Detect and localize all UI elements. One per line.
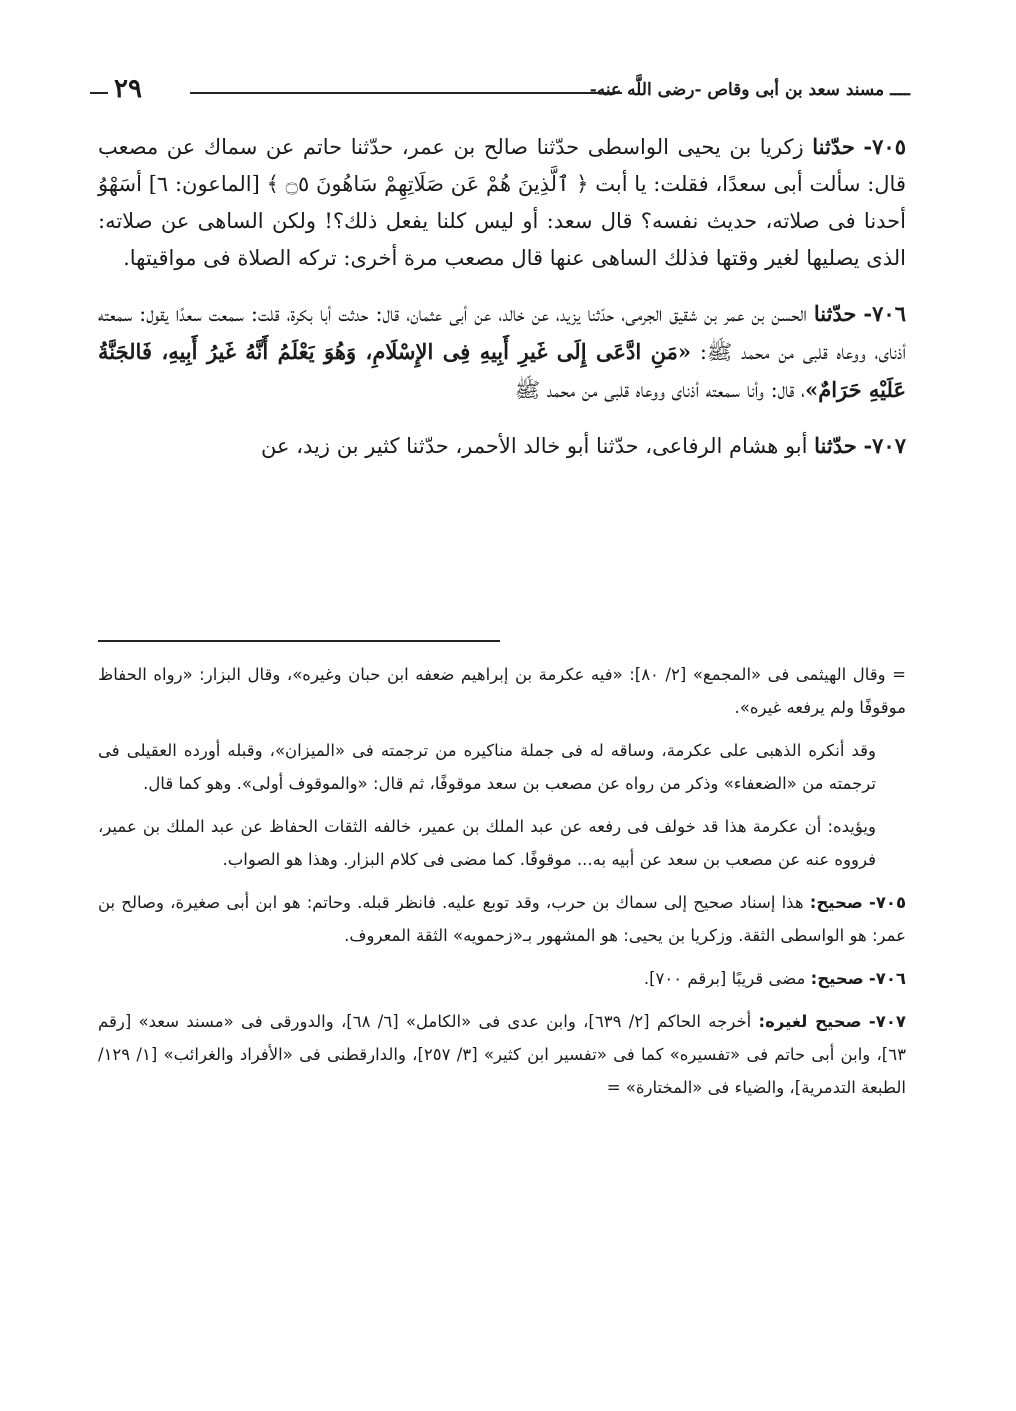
quran-verse: ﴿ ٱلَّذِينَ هُمْ عَن صَلَاتِهِمْ سَاهُونَ ۝٥ ﴾	[266, 172, 589, 196]
hadith-text-cont: ، قال: وأنا سمعته أذناى ووعاه قلبى من محمد ﷺ	[514, 378, 806, 402]
footnote-text: مضى قريبًا [برقم ٧٠٠].	[643, 969, 806, 988]
hadith-707	[98, 427, 906, 465]
footnote-text: هذا إسناد صحيح إلى سماك بن حرب، وقد توبع عليه. فانظر قبله. وحاتم: هو ابن أبى صغيرة، وصالح بن عمر: هو الواسطى الثقة. وزكريا بن يحيى: هو المشهور بـ«زحمويه» الثقة المعروف.	[98, 893, 906, 945]
footnote-number: ٧٠٦-	[868, 969, 906, 988]
footnote-706	[98, 962, 906, 995]
footnote-continued: = وقال الهيثمى فى «المجمع» [٢/ ٨٠]: «فيه عكرمة بن إبراهيم ضعفه ابن حبان وغيره»، وقال البزار: «رواه الحفاظ موقوفًا ولم يرفعه غيره».	[98, 665, 906, 717]
hadith-text: أبو هشام الرفاعى، حدّثنا أبو خالد الأحمر، حدّثنا كثير بن زيد، عن	[261, 434, 808, 458]
narration-word: حدّثنا	[813, 301, 857, 326]
narration-word: حدّثنا	[812, 134, 855, 159]
hadith-705	[98, 128, 906, 277]
footnote-number: ٧٠٧-	[868, 1012, 906, 1031]
prophetic-saying: «مَنِ ادَّعَى إِلَى غَيرِ أَبِيهِ فِى الإِسْلَامِ، وَهُوَ يَعْلَمُ أَنَّهُ غَيرُ أَبِيهِ، فَالجَنَّةُ عَلَيْهِ حَرَامٌ»	[98, 339, 906, 402]
running-title: ــــ مسند سعد بن أبى وقاص -رضى اللَّه عنه-	[589, 80, 910, 100]
footnote-paragraph: وقد أنكره الذهبى على عكرمة، وساقه له فى جملة مناكيره من ترجمته فى «الميزان»، وقبله أورده العقيلى فى ترجمته من «الضعفاء» وذكر من رواه عن مصعب بن سعد موقوفًا، ثم قال: «والموقوف أولى». وهو كما قال.	[98, 741, 876, 793]
hadith-number: ٧٠٥-	[863, 134, 906, 159]
hadith-text: الحسن بن عمر بن شقيق الجرمى، حدّثنا يزيد، عن خالد، عن أبى عثمان، قال: حدثت أبا بكرة، قلت: سمعت سعدًا يقول: سمعته أذناى، ووعاه قلبى من محمد ﷺ:	[98, 302, 906, 364]
footnote-705	[98, 886, 906, 952]
footnote-grade: صحيح:	[809, 893, 863, 912]
hadith-number: ٧٠٦-	[863, 301, 906, 326]
footnote-paragraph: ويؤيده: أن عكرمة هذا قد خولف فى رفعه عن عبد الملك بن عمير، خالفه الثقات الحفاظ عن عبد الملك بن عمير، فرووه عنه عن مصعب بن سعد عن أبيه به... موقوفًا. كما مضى فى كلام البزار. وهذا هو الصواب.	[98, 817, 876, 869]
narration-word: حدّثنا	[814, 433, 857, 458]
hadith-text: زكريا بن يحيى الواسطى حدّثنا صالح بن عمر، حدّثنا حاتم عن سماك عن مصعب قال: سألت أبى سعدًا، فقلت: يا أبت	[98, 135, 906, 196]
footnote-text: أخرجه الحاكم [٢/ ٦٣٩]، وابن عدى فى «الكامل» [٦/ ٦٨]، والدورقى فى «مسند سعد» [رقم ٦٣]، وابن أبى حاتم فى «تفسيره» كما فى «تفسير ابن كثير» [٣/ ٢٥٧]، والدارقطنى فى «الأفراد والغرائب» [١/ ١٢٩/ الطبعة التدمرية]، والضياء فى «المختارة» =	[98, 1012, 906, 1097]
page-number: ٢٩	[114, 74, 142, 104]
footnote-number: ٧٠٥-	[868, 893, 907, 912]
footnotes	[98, 658, 906, 1114]
main-text	[98, 128, 906, 483]
footnote-grade: صحيح لغيره:	[758, 1012, 862, 1031]
footnote-grade: صحيح:	[810, 969, 864, 988]
hadith-706	[98, 295, 906, 409]
footnote-707	[98, 1005, 906, 1104]
header-dash	[90, 92, 108, 94]
hadith-number: ٧٠٧-	[863, 433, 906, 458]
header-rule	[190, 92, 622, 94]
hadith-text-cont: [الماعون: ٦] أسَهْوُ أحدنا فى صلاته، حديث نفسه؟ قال سعد: أو ليس كلنا يفعل ذلك؟! ولكن الساهى عن صلاته: الذى يصليها لغير وقتها فذلك الساهى عنها قال مصعب مرة أخرى: تركه الصلاة فى مواقيتها.	[98, 172, 906, 270]
page-header	[90, 74, 910, 110]
footnote-separator	[98, 640, 500, 642]
